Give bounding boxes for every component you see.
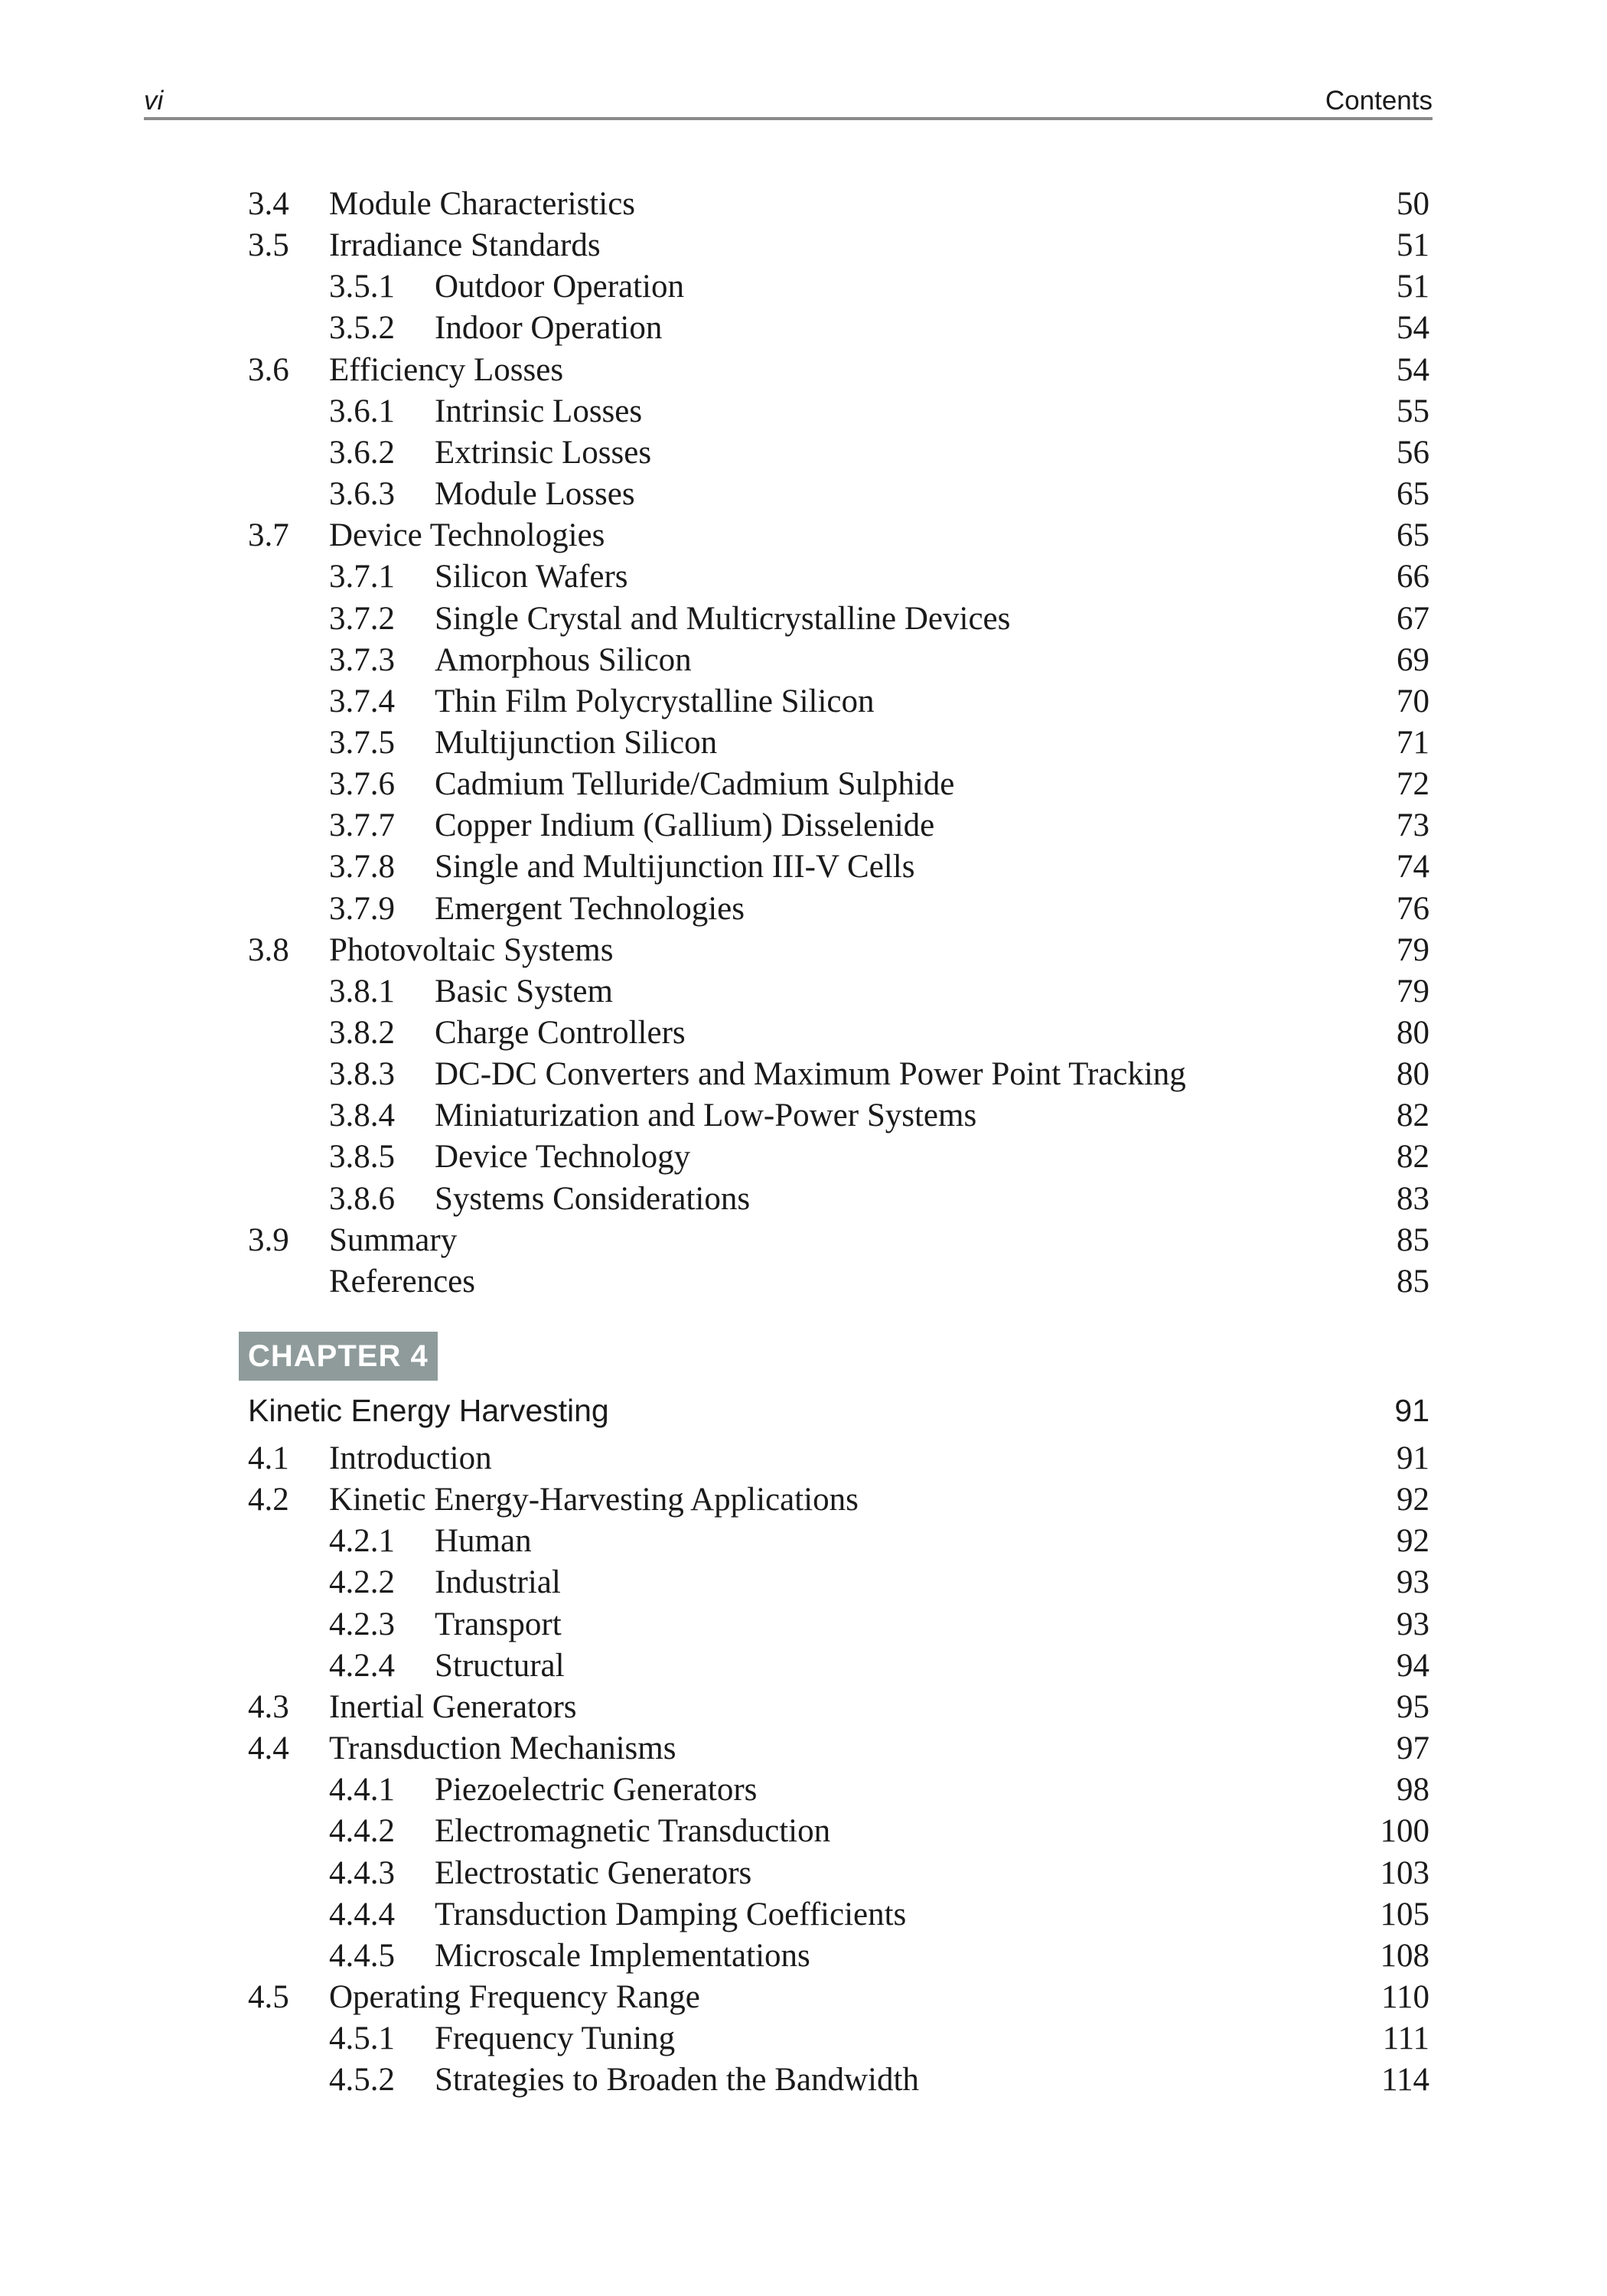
toc-entry-title: Systems Considerations	[435, 1180, 751, 1217]
toc-entry-number: 3.8.3	[329, 1056, 395, 1093]
toc-entry[interactable]	[0, 1261, 1607, 1303]
toc-entry-page: 95	[1397, 1688, 1429, 1725]
toc-entry[interactable]	[0, 1220, 1607, 1261]
toc-entry-title: Amorphous Silicon	[435, 641, 692, 678]
toc-entry-page: 98	[1397, 1772, 1429, 1808]
toc-entry-title: DC-DC Converters and Maximum Power Point Tracking	[435, 1056, 1186, 1093]
toc-entry-number: 3.7	[248, 517, 289, 554]
toc-entry-title: Transport	[435, 1606, 562, 1642]
toc-entry[interactable]	[0, 266, 1607, 308]
toc-entry-number: 3.7.2	[329, 600, 395, 637]
toc-entry[interactable]	[0, 640, 1607, 681]
page-folio: vi	[144, 86, 164, 116]
toc-entry-page: 100	[1380, 1813, 1429, 1850]
toc-entry[interactable]	[0, 1811, 1607, 1852]
toc-entry-page: 54	[1397, 351, 1429, 388]
toc-entry-number: 3.7.6	[329, 766, 395, 803]
toc-entry-title: Single and Multijunction III-V Cells	[435, 849, 915, 885]
toc-entry-title: Extrinsic Losses	[435, 434, 652, 471]
toc-entry-title: Introduction	[329, 1440, 492, 1476]
toc-entry-title: Operating Frequency Range	[329, 1978, 700, 2015]
toc-entry[interactable]	[0, 391, 1607, 432]
toc-entry[interactable]	[0, 1853, 1607, 1894]
toc-entry-page: 91	[1397, 1440, 1429, 1476]
toc-entry-number: 3.8	[248, 931, 289, 968]
toc-entry-title: Silicon Wafers	[435, 559, 628, 595]
toc-entry-page: 92	[1397, 1523, 1429, 1560]
toc-entry[interactable]	[0, 930, 1607, 971]
toc-entry-page: 79	[1397, 931, 1429, 968]
toc-entry-title: Multijunction Silicon	[435, 724, 718, 761]
toc-entry-title: Kinetic Energy-Harvesting Applications	[329, 1482, 859, 1518]
toc-entry-title: Strategies to Broaden the Bandwidth	[435, 2062, 919, 2099]
toc-entry-number: 3.7.5	[329, 724, 395, 761]
toc-entry-title: Photovoltaic Systems	[329, 931, 614, 968]
toc-entry[interactable]	[0, 722, 1607, 764]
toc-entry[interactable]	[0, 1562, 1607, 1603]
toc-entry-page: 105	[1380, 1896, 1429, 1932]
toc-entry[interactable]	[0, 1095, 1607, 1137]
toc-entry[interactable]	[0, 184, 1607, 225]
toc-entry[interactable]	[0, 1479, 1607, 1521]
toc-entry[interactable]	[0, 889, 1607, 930]
toc-entry[interactable]	[0, 308, 1607, 349]
toc-entry-number: 4.5.1	[329, 2020, 395, 2057]
chapter-title-row[interactable]	[0, 1389, 1607, 1432]
toc-entry-title: Electromagnetic Transduction	[435, 1813, 831, 1850]
toc-entry-page: 79	[1397, 973, 1429, 1009]
toc-entry-page: 97	[1397, 1730, 1429, 1767]
toc-entry-page: 55	[1397, 393, 1429, 429]
toc-entry[interactable]	[0, 2060, 1607, 2101]
toc-entry-number: 4.2.2	[329, 1564, 395, 1601]
toc-entry-page: 70	[1397, 683, 1429, 719]
toc-entry[interactable]	[0, 474, 1607, 515]
toc-entry[interactable]	[0, 1013, 1607, 1054]
toc-entry-page: 51	[1397, 227, 1429, 264]
toc-entry-page: 56	[1397, 434, 1429, 471]
toc-entry-number: 4.4.2	[329, 1813, 395, 1850]
toc-entry-title: Charge Controllers	[435, 1015, 686, 1051]
toc-entry-title: Device Technologies	[329, 517, 605, 554]
toc-entry-number: 4.5	[248, 1978, 289, 2015]
toc-entry-number: 3.6	[248, 351, 289, 388]
toc-entry-number: 4.5.2	[329, 2062, 395, 2099]
toc-entry-page: 94	[1397, 1647, 1429, 1684]
chapter-title: Kinetic Energy Harvesting	[248, 1393, 609, 1428]
toc-entry[interactable]	[0, 764, 1607, 805]
toc-entry[interactable]	[0, 1521, 1607, 1562]
toc-entry-title: Module Characteristics	[329, 186, 636, 222]
toc-entry-number: 3.7.9	[329, 890, 395, 927]
toc-entry-title: Human	[435, 1523, 532, 1560]
toc-entry[interactable]	[0, 1728, 1607, 1769]
toc-entry-title: Emergent Technologies	[435, 890, 745, 927]
toc-entry-number: 3.7.4	[329, 683, 395, 719]
toc-entry[interactable]	[0, 805, 1607, 846]
toc-entry-number: 3.5.1	[329, 269, 395, 305]
toc-entry-number: 3.4	[248, 186, 289, 222]
toc-entry-page: 72	[1397, 766, 1429, 803]
toc-entry[interactable]	[0, 1894, 1607, 1936]
toc-entry-number: 3.9	[248, 1221, 289, 1258]
toc-entry-number: 3.6.1	[329, 393, 395, 429]
toc-entry-title: Single Crystal and Multicrystalline Devices	[435, 600, 1011, 637]
toc-entry-page: 110	[1381, 1978, 1429, 2015]
toc-entry-number: 4.4.5	[329, 1937, 395, 1974]
toc-entry-number: 4.2.4	[329, 1647, 395, 1684]
toc-entry-page: 85	[1397, 1221, 1429, 1258]
toc-entry-page: 65	[1397, 476, 1429, 513]
toc-entry-title: Transduction Damping Coefficients	[435, 1896, 907, 1932]
toc-entry-page: 93	[1397, 1606, 1429, 1642]
toc-entry-page: 83	[1397, 1180, 1429, 1217]
toc-entry-page: 111	[1382, 2020, 1429, 2057]
toc-entry-number: 3.6.2	[329, 434, 395, 471]
toc-entry[interactable]	[0, 1769, 1607, 1811]
toc-entry-title: Industrial	[435, 1564, 561, 1601]
toc-entry-title: Intrinsic Losses	[435, 393, 643, 429]
toc-entry-number: 3.8.4	[329, 1097, 395, 1134]
toc-entry-page: 85	[1397, 1263, 1429, 1300]
toc-entry-number: 4.2.3	[329, 1606, 395, 1642]
toc-entry-page: 67	[1397, 600, 1429, 637]
toc-entry-number: 4.4	[248, 1730, 289, 1767]
toc-entry-page: 80	[1397, 1056, 1429, 1093]
chapter-label-badge: CHAPTER 4	[239, 1332, 438, 1381]
toc-entry[interactable]	[0, 681, 1607, 722]
toc-entry[interactable]	[0, 515, 1607, 556]
toc-entry-title: Microscale Implementations	[435, 1937, 810, 1974]
toc-entry-title: Structural	[435, 1647, 565, 1684]
toc-entry-page: 74	[1397, 849, 1429, 885]
toc-entry-number: 4.4.1	[329, 1772, 395, 1808]
toc-entry[interactable]	[0, 971, 1607, 1013]
toc-entry-title: Summary	[329, 1221, 458, 1258]
toc-entry[interactable]	[0, 556, 1607, 598]
toc-entry-number: 3.7.3	[329, 641, 395, 678]
toc-entry[interactable]	[0, 1936, 1607, 1977]
toc-entry-number: 4.2	[248, 1482, 289, 1518]
toc-entry-number: 4.3	[248, 1688, 289, 1725]
toc-entry-title: Module Losses	[435, 476, 635, 513]
toc-entry-number: 3.7.1	[329, 559, 395, 595]
toc-entry-title: Cadmium Telluride/Cadmium Sulphide	[435, 766, 955, 803]
toc-entry-page: 82	[1397, 1139, 1429, 1176]
toc-entry[interactable]	[0, 1687, 1607, 1728]
toc-entry[interactable]	[0, 1438, 1607, 1479]
toc-entry[interactable]	[0, 1179, 1607, 1220]
toc-entry-title: Efficiency Losses	[329, 351, 564, 388]
toc-entry[interactable]	[0, 2018, 1607, 2060]
toc-entry[interactable]	[0, 350, 1607, 391]
toc-entry-number: 3.8.1	[329, 973, 395, 1009]
toc-entry-number: 3.5	[248, 227, 289, 264]
toc-entry-page: 114	[1381, 2062, 1429, 2099]
header-rule	[144, 117, 1433, 120]
toc-entry-page: 103	[1380, 1854, 1429, 1891]
toc-entry-number: 3.8.6	[329, 1180, 395, 1217]
toc-entry-number: 4.4.3	[329, 1854, 395, 1891]
toc-entry-page: 76	[1397, 890, 1429, 927]
toc-entry-title: Thin Film Polycrystalline Silicon	[435, 683, 875, 719]
toc-entry-page: 69	[1397, 641, 1429, 678]
toc-entry-page: 92	[1397, 1482, 1429, 1518]
toc-entry[interactable]	[0, 1604, 1607, 1645]
toc-entry-title: Basic System	[435, 973, 613, 1009]
toc-entry-title: References	[329, 1263, 475, 1300]
toc-entry-page: 50	[1397, 186, 1429, 222]
toc-entry-title: Copper Indium (Gallium) Disselenide	[435, 807, 935, 844]
toc-entry-page: 51	[1397, 269, 1429, 305]
running-title: Contents	[1325, 86, 1433, 116]
toc-entry-page: 73	[1397, 807, 1429, 844]
toc-entry[interactable]	[0, 1977, 1607, 2018]
toc-entry-number: 3.5.2	[329, 310, 395, 347]
toc-entry-number: 4.4.4	[329, 1896, 395, 1932]
toc-entry-title: Frequency Tuning	[435, 2020, 676, 2057]
toc-entry-title: Outdoor Operation	[435, 269, 685, 305]
toc-entry-page: 65	[1397, 517, 1429, 554]
toc-entry-title: Transduction Mechanisms	[329, 1730, 676, 1767]
toc-entry-number: 4.2.1	[329, 1523, 395, 1560]
toc-entry-title: Piezoelectric Generators	[435, 1772, 758, 1808]
toc-entry-title: Indoor Operation	[435, 310, 663, 347]
toc-entry-page: 93	[1397, 1564, 1429, 1601]
toc-entry[interactable]	[0, 432, 1607, 474]
toc-entry[interactable]	[0, 1137, 1607, 1178]
toc-entry-number: 3.7.8	[329, 849, 395, 885]
toc-entry-number: 4.1	[248, 1440, 289, 1476]
toc-entry[interactable]	[0, 1645, 1607, 1687]
toc-entry-page: 54	[1397, 310, 1429, 347]
toc-entry-number: 3.6.3	[329, 476, 395, 513]
toc-entry-title: Electrostatic Generators	[435, 1854, 752, 1891]
toc-entry[interactable]	[0, 1054, 1607, 1095]
toc-entry-page: 66	[1397, 559, 1429, 595]
toc-entry-title: Miniaturization and Low-Power Systems	[435, 1097, 977, 1134]
chapter-page-number: 91	[1394, 1393, 1429, 1428]
toc-entry[interactable]	[0, 225, 1607, 266]
toc-entry-number: 3.8.2	[329, 1015, 395, 1051]
toc-entry-page: 71	[1397, 724, 1429, 761]
toc-entry-title: Irradiance Standards	[329, 227, 601, 264]
toc-entry[interactable]	[0, 846, 1607, 888]
toc-entry-title: Inertial Generators	[329, 1688, 577, 1725]
toc-entry-number: 3.7.7	[329, 807, 395, 844]
toc-entry-page: 82	[1397, 1097, 1429, 1134]
toc-entry-page: 108	[1380, 1937, 1429, 1974]
toc-entry-page: 80	[1397, 1015, 1429, 1051]
toc-entry-title: Device Technology	[435, 1139, 691, 1176]
toc-entry[interactable]	[0, 598, 1607, 640]
toc-entry-number: 3.8.5	[329, 1139, 395, 1176]
